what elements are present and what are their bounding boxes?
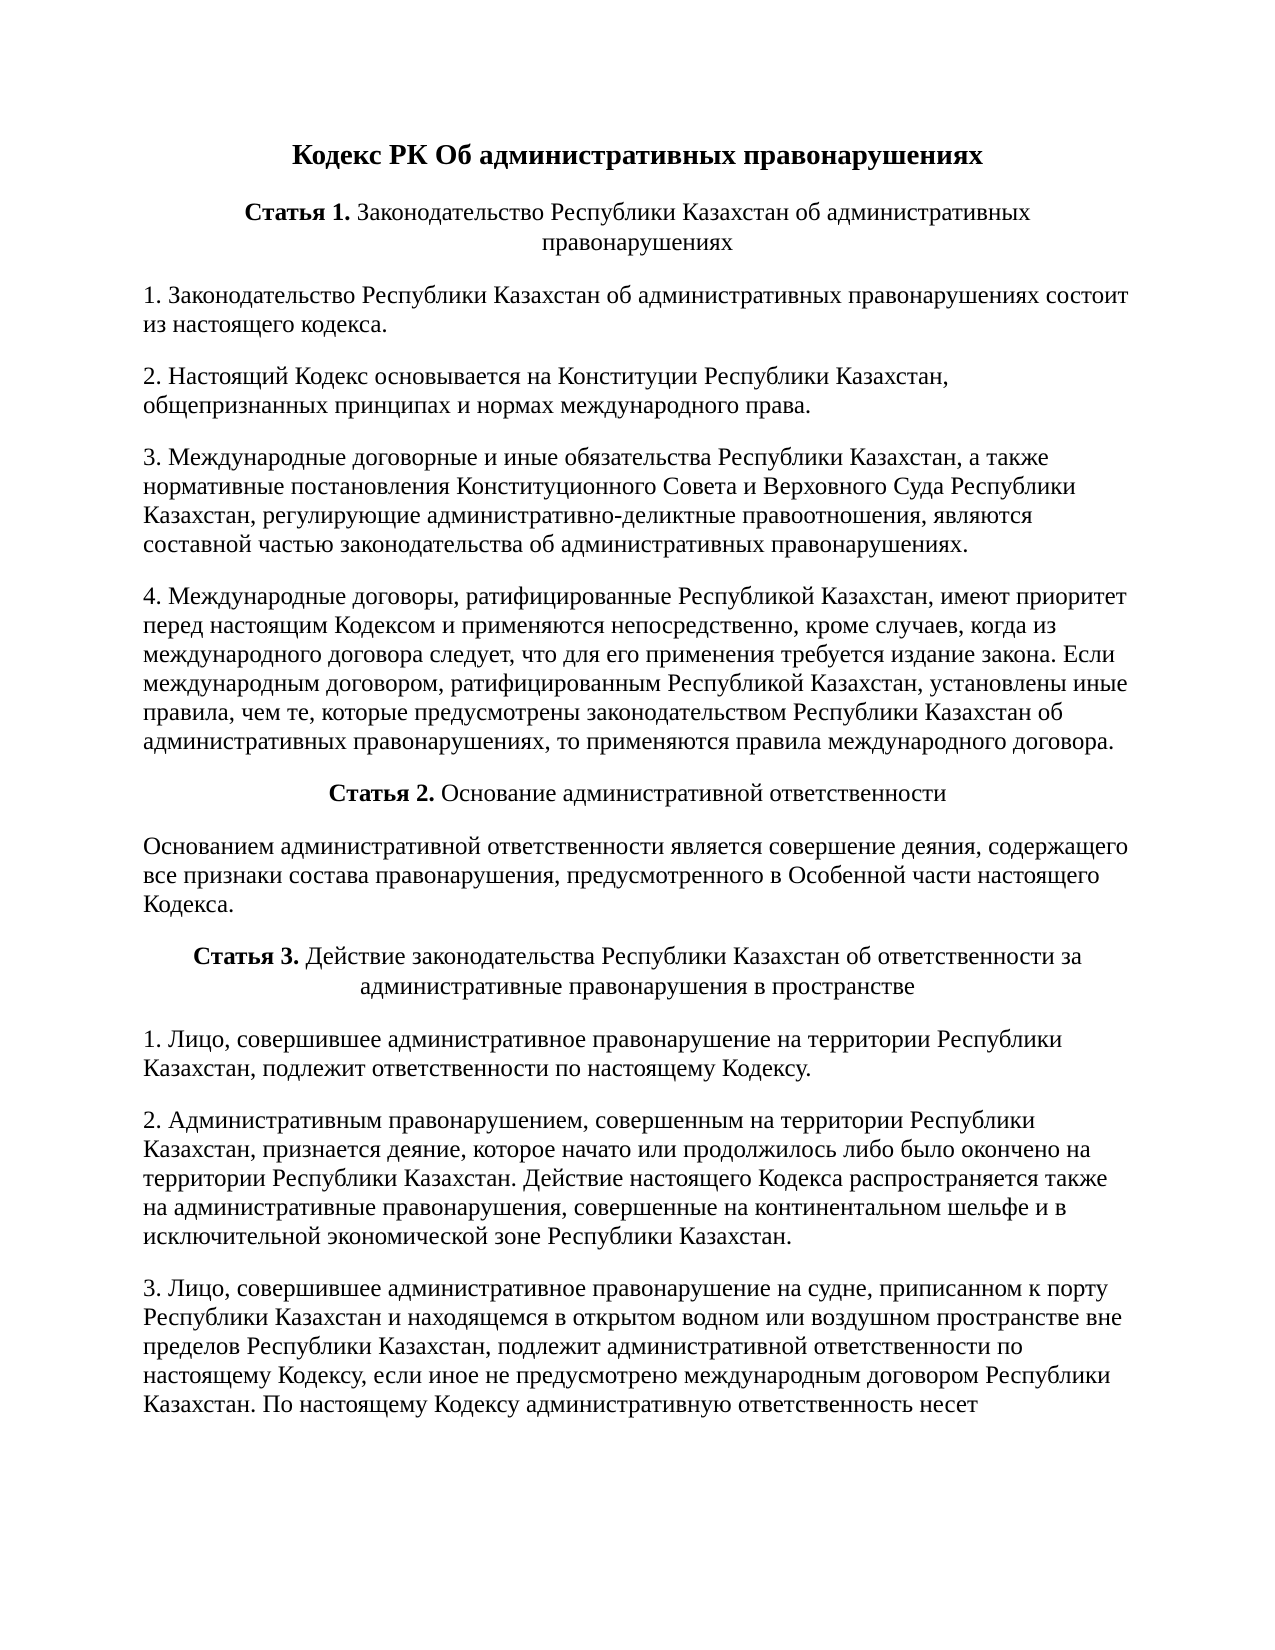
document-content bbox=[143, 138, 1132, 1419]
article-1-paragraph-4: 4. Международные договоры, ратифицированные Республикой Казахстан, имеют приоритет перед настоящим Кодексом и применяются непосредственно, кроме случаев, когда из международного договора следует, что для его применения требуется издание закона. Если международным договором, ратифицированным Республикой Казахстан, установлены иные правила, чем те, которые предусмотрены законодательством Республики Казахстан об административных правонарушениях, то применяются правила международного договора. bbox=[143, 583, 1128, 755]
article-3-label: Статья 3. bbox=[193, 943, 300, 970]
article-2-paragraph-1: Основанием административной ответственности является совершение деяния, содержащего все признаки состава правонарушения, предусмотренного в Особенной части настоящего Кодекса. bbox=[143, 833, 1129, 918]
article-3-paragraph-2: 2. Административным правонарушением, совершенным на территории Республики Казахстан, признается деяние, которое начато или продолжилось либо было окончено на территории Республики Казахстан. Действие настоящего Кодекса распространяется также на административные правонарушения, совершенные на континентальном шельфе и в исключительной экономической зоне Республики Казахстан. bbox=[143, 1107, 1108, 1250]
article-2-title: Основание административной ответственности bbox=[440, 780, 947, 807]
document-title: Кодекс РК Об административных правонарушениях bbox=[291, 139, 984, 171]
article-1-paragraph-3: 3. Международные договорные и иные обязательства Республики Казахстан, а также нормативные постановления Конституционного Совета и Верховного Суда Республики Казахстан, регулирующие административно-деликтные правоотношения, являются составной частью законодательства об административных правонарушениях. bbox=[143, 444, 1076, 558]
article-2-label: Статья 2. bbox=[328, 780, 435, 807]
article-3-paragraph-3: 3. Лицо, совершившее административное правонарушение на судне, приписанном к порту Республики Казахстан и находящемся в открытом водном или воздушном пространстве вне пределов Республики Казахстан, подлежит административной ответственности по настоящему Кодексу, если иное не предусмотрено международным договором Республики Казахстан. По настоящему Кодексу административную ответственность несет bbox=[143, 1275, 1123, 1418]
article-1-title: Законодательство Республики Казахстан об административных правонарушениях bbox=[356, 199, 1031, 256]
article-3-title: Действие законодательства Республики Казахстан об ответственности за административные правонарушения в пространстве bbox=[305, 943, 1082, 1000]
article-2-heading bbox=[168, 779, 1108, 809]
article-3-heading bbox=[168, 942, 1108, 1002]
article-1-paragraph-2: 2. Настоящий Кодекс основывается на Конституции Республики Казахстан, общепризнанных принципах и нормах международного права. bbox=[143, 363, 949, 419]
article-1-paragraph-1: 1. Законодательство Республики Казахстан об административных правонарушениях состоит из настоящего кодекса. bbox=[143, 282, 1129, 338]
article-3-paragraph-1: 1. Лицо, совершившее административное правонарушение на территории Республики Казахстан, подлежит ответственности по настоящему Кодексу. bbox=[143, 1026, 1063, 1082]
article-1-label: Статья 1. bbox=[244, 199, 351, 226]
article-1-heading bbox=[168, 198, 1108, 258]
